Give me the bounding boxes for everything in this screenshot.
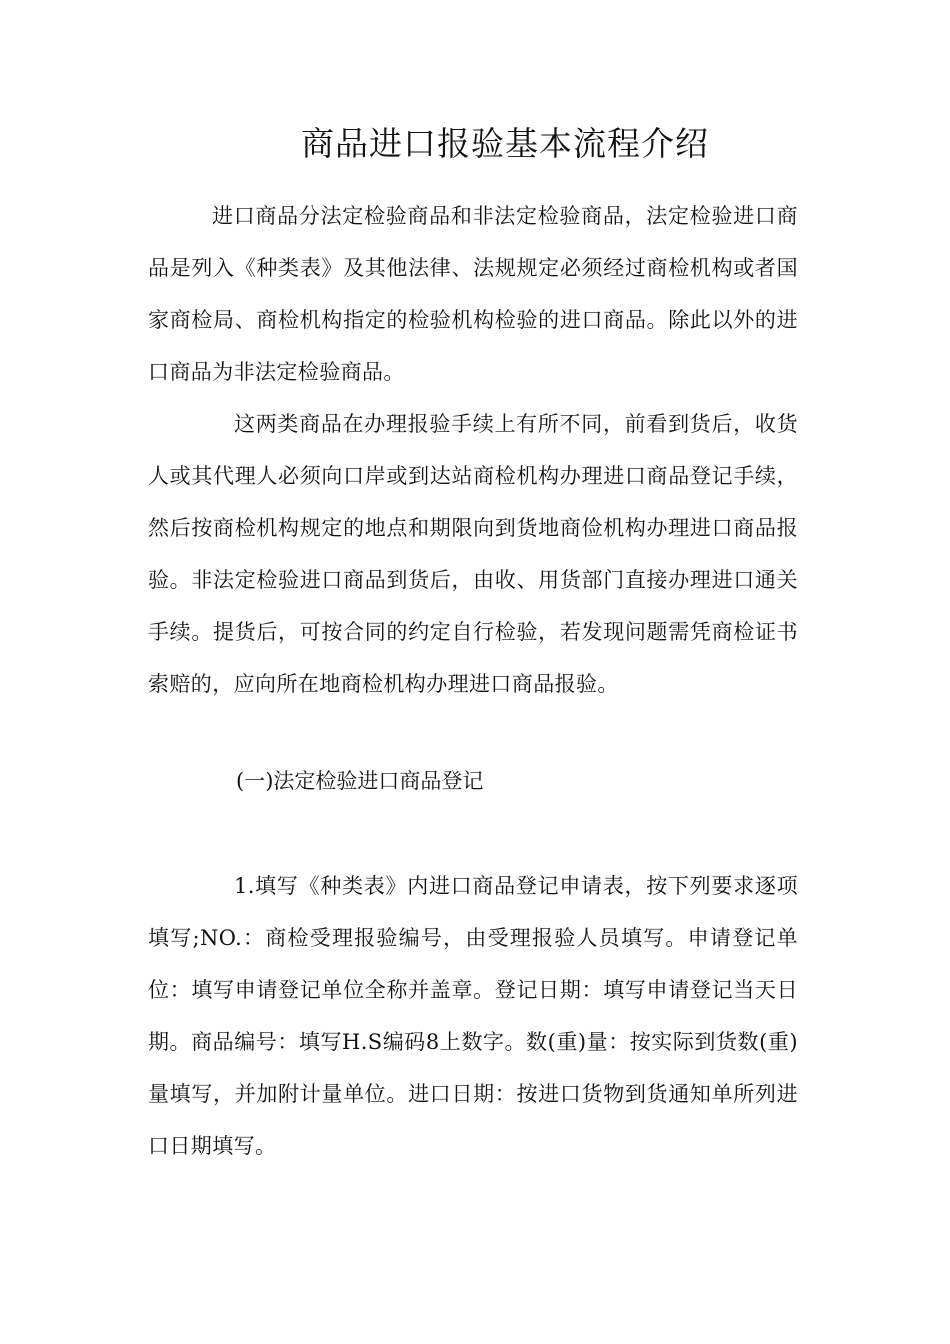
paragraph-procedures: 这两类商品在办理报验手续上有所不同，前看到货后，收货人或其代理人必须向口岸或到达站商检机构办理进口商品登记手续，然后按商检机构规定的地点和期限向到货地商俭机构办理进口商品报验。非法定检验进口商品到货后，由收、用货部门直接办理进口通关手续。提货后，可按合同的约定自行检验，若发现问题需凭商检证书索赔的，应向所在地商检机构办理进口商品报验。 [148,412,798,696]
section-heading: (一)法定检验进口商品登记 [236,769,484,793]
document-title: 商品进口报验基本流程介绍 [301,124,709,163]
paragraph-registration-form: 1.填写《种类表》内进口商品登记申请表，按下列要求逐项填写;NO.：商检受理报验编号，由受理报验人员填写。申请登记单位：填写申请登记单位全称并盖章。登记日期：填写申请登记当天日期。商品编号：填写H.S编码8上数字。数(重)量：按实际到货数(重)量填写，并加附计量单位。进口日期：按进口货物到货通知单所列进口日期填写。 [148,874,798,1158]
paragraph-intro: 进口商品分法定检验商品和非法定检验商品，法定检验进口商品是列入《种类表》及其他法律、法规规定必须经过商检机构或者国家商检局、商检机构指定的检验机构检验的进口商品。除此以外的进口商品为非法定检验商品。 [148,204,798,384]
